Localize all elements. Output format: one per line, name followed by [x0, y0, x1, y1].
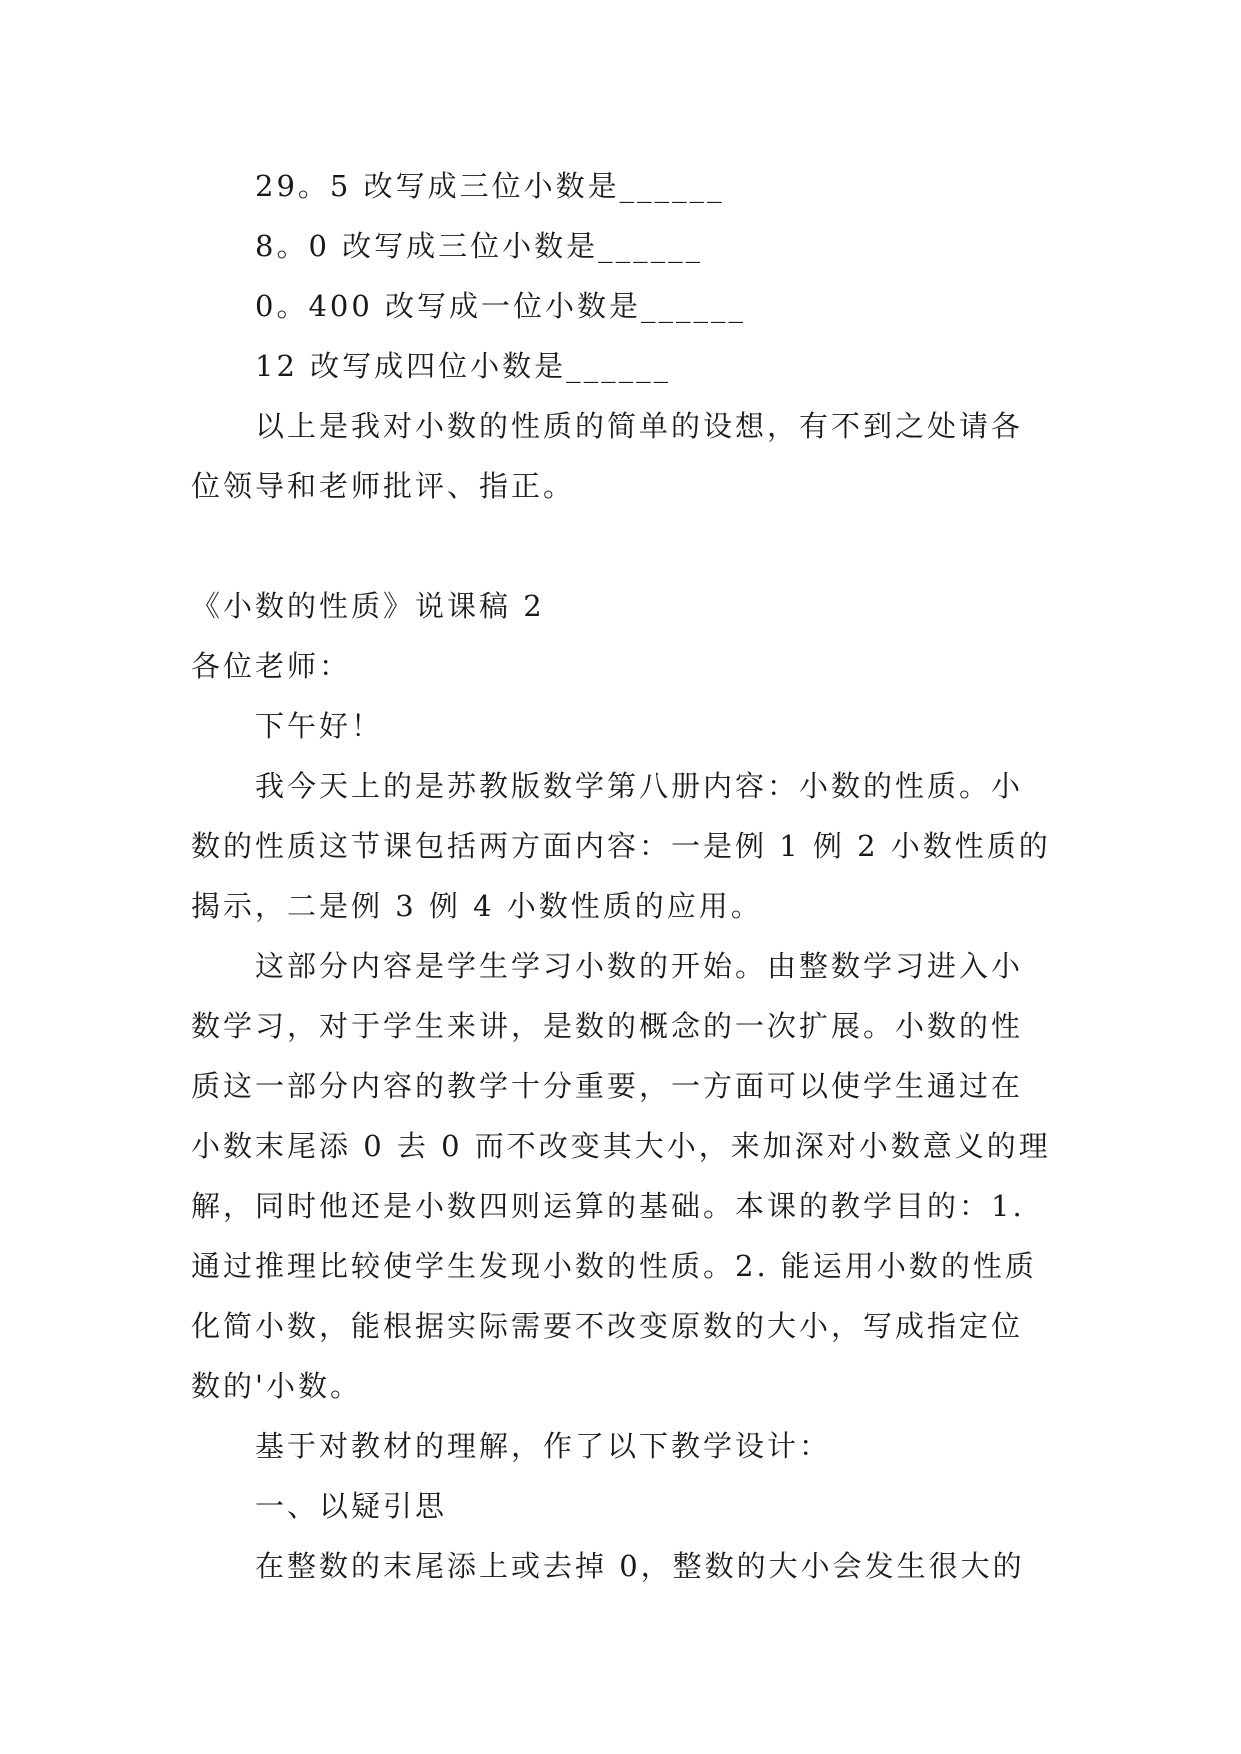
section-title: 《小数的性质》说课稿 2	[191, 589, 545, 623]
closing-line: 以上是我对小数的性质的简单的设想，有不到之处请各	[255, 409, 1024, 443]
paragraph-line: 数的'小数。	[191, 1369, 362, 1403]
exercise-line: 0。400 改写成一位小数是______	[255, 289, 747, 323]
section-heading: 一、以疑引思	[255, 1489, 448, 1523]
paragraph-line: 在整数的末尾添上或去掉 0，整数的大小会发生很大的	[255, 1549, 1025, 1583]
paragraph-line: 质这一部分内容的教学十分重要，一方面可以使学生通过在	[191, 1069, 1024, 1103]
paragraph-line: 这部分内容是学生学习小数的开始。由整数学习进入小	[255, 949, 1024, 983]
paragraph-line: 化简小数，能根据实际需要不改变原数的大小，写成指定位	[191, 1309, 1024, 1343]
paragraph-line: 通过推理比较使学生发现小数的性质。2. 能运用小数的性质	[191, 1249, 1037, 1283]
closing-line: 位领导和老师批评、指正。	[191, 469, 576, 503]
exercise-line: 29。5 改写成三位小数是______	[255, 169, 725, 203]
paragraph-line: 揭示，二是例 3 例 4 小数性质的应用。	[191, 889, 763, 923]
exercise-line: 12 改写成四位小数是______	[255, 349, 672, 383]
document-body	[191, 156, 1059, 1596]
salutation: 各位老师：	[191, 649, 352, 683]
greeting: 下午好！	[255, 709, 384, 743]
paragraph-line: 解，同时他还是小数四则运算的基础。本课的教学目的：1.	[191, 1189, 1025, 1223]
paragraph-line: 我今天上的是苏教版数学第八册内容：小数的性质。小	[255, 769, 1024, 803]
spacer	[191, 516, 1059, 576]
paragraph-line: 数的性质这节课包括两方面内容：一是例 1 例 2 小数性质的	[191, 829, 1051, 863]
paragraph-line: 数学习，对于学生来讲，是数的概念的一次扩展。小数的性	[191, 1009, 1024, 1043]
paragraph-line: 基于对教材的理解，作了以下教学设计：	[255, 1429, 832, 1463]
paragraph-line: 小数末尾添 0 去 0 而不改变其大小，来加深对小数意义的理	[191, 1129, 1051, 1163]
exercise-line: 8。0 改写成三位小数是______	[255, 229, 704, 263]
